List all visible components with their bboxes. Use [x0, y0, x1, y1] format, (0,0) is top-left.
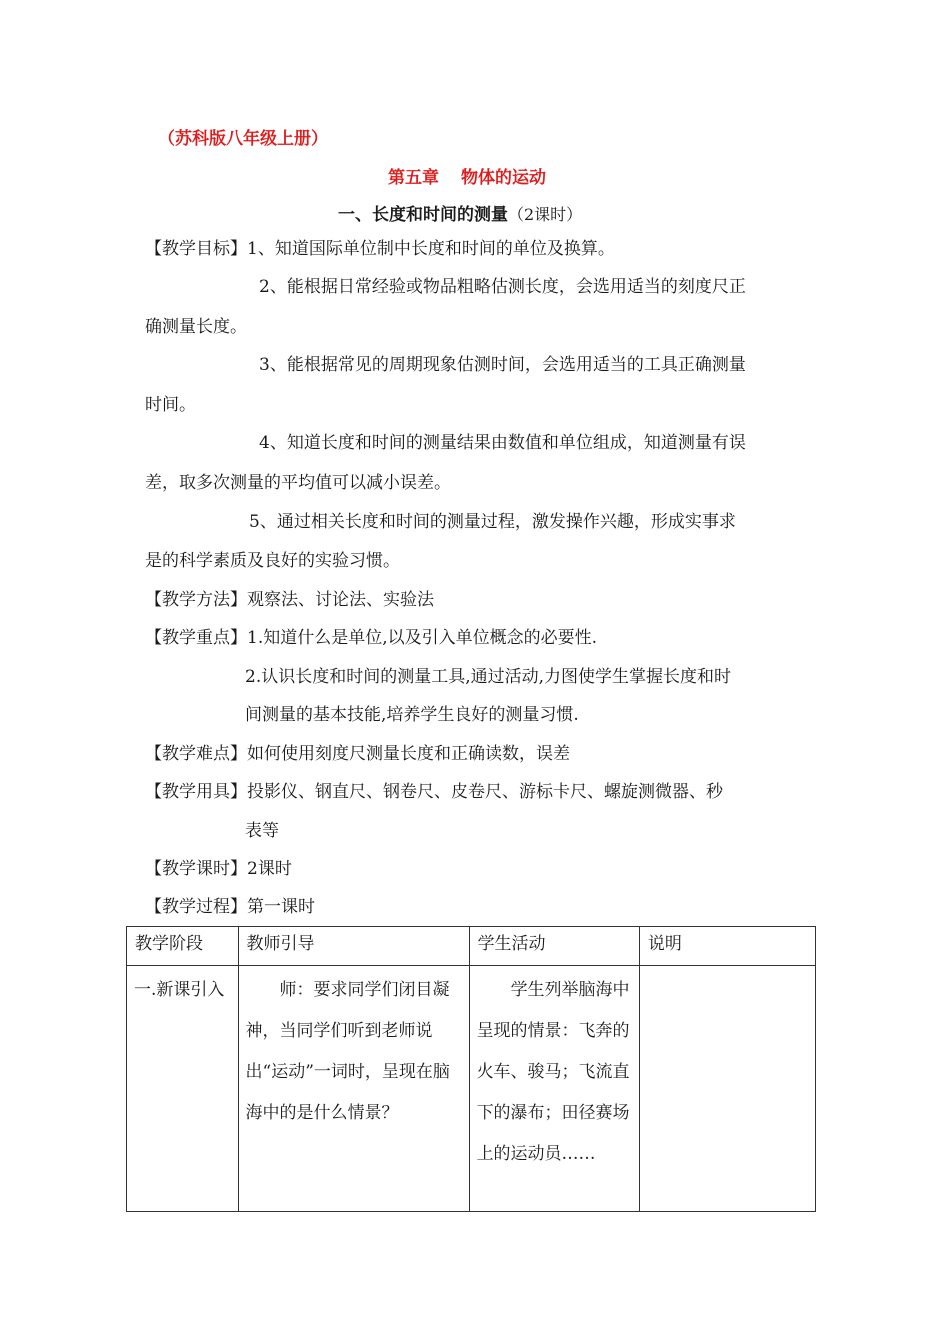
objectives-label: 【教学目标】	[145, 239, 247, 259]
cell-student: 学生列举脑海中呈现的情景：飞奔的火车、骏马；飞流直下的瀑布；田径赛场上的运动员……	[469, 966, 639, 1212]
cell-teacher: 师：要求同学们闭目凝神，当同学们听到老师说出“运动”一词时，呈现在脑海中的是什么情景？	[238, 966, 469, 1212]
periods-label: 【教学课时】	[145, 859, 247, 879]
objectives-line-1	[145, 234, 615, 259]
difficulties-line	[145, 739, 570, 764]
header-note: 说明	[639, 927, 815, 966]
tools-label: 【教学用具】	[145, 782, 247, 802]
objective-5a: 5、通过相关长度和时间的测量过程，激发操作兴趣，形成实事求	[249, 512, 736, 532]
tools-text: 投影仪、钢直尺、钢卷尺、皮卷尺、游标卡尺、螺旋测微器、秒	[247, 782, 723, 802]
edition-label: （苏科版八年级上册）	[158, 129, 328, 149]
keypoint-2b: 间测量的基本技能,培养学生良好的测量习惯.	[245, 705, 579, 725]
header-teacher: 教师引导	[238, 927, 469, 966]
tools-text-cont: 表等	[245, 821, 279, 841]
section-hours: （2课时）	[508, 205, 583, 224]
objective-2a: 2、能根据日常经验或物品粗略估测长度，会选用适当的刻度尺正	[259, 277, 746, 297]
chapter-title: 物体的运动	[461, 168, 546, 188]
methods-text: 观察法、讨论法、实验法	[247, 590, 434, 610]
section-heading	[338, 200, 582, 225]
keypoints-label: 【教学重点】	[145, 628, 247, 648]
cell-stage: 一.新课引入	[127, 966, 239, 1212]
table-header-row	[127, 927, 816, 966]
table-row	[127, 966, 816, 1212]
lesson-table	[126, 926, 816, 1212]
objective-2b: 确测量长度。	[145, 317, 247, 337]
objective-3a: 3、能根据常见的周期现象估测时间，会选用适当的工具正确测量	[259, 355, 746, 375]
methods-label: 【教学方法】	[145, 590, 247, 610]
tools-line	[145, 777, 723, 802]
process-label: 【教学过程】	[145, 897, 247, 917]
chapter-heading	[388, 163, 546, 188]
cell-note	[639, 966, 815, 1212]
header-stage: 教学阶段	[127, 927, 239, 966]
section-title: 一、长度和时间的测量	[338, 205, 508, 225]
objective-1: 1、知道国际单位制中长度和时间的单位及换算。	[247, 239, 615, 259]
difficulties-label: 【教学难点】	[145, 744, 247, 764]
keypoints-line-1	[145, 623, 597, 648]
objective-4a: 4、知道长度和时间的测量结果由数值和单位组成，知道测量有误	[259, 433, 746, 453]
header-student: 学生活动	[469, 927, 639, 966]
objective-4b: 差，取多次测量的平均值可以减小误差。	[145, 473, 451, 493]
periods-text: 2课时	[247, 859, 292, 879]
periods-line	[145, 854, 292, 879]
objective-5b: 是的科学素质及良好的实验习惯。	[145, 551, 400, 571]
objective-3b: 时间。	[145, 395, 196, 415]
chapter-number: 第五章	[388, 168, 439, 188]
process-text: 第一课时	[247, 897, 315, 917]
keypoint-2a: 2.认识长度和时间的测量工具,通过活动,力图使学生掌握长度和时	[245, 667, 732, 687]
keypoint-1: 1.知道什么是单位,以及引入单位概念的必要性.	[247, 628, 598, 648]
process-line	[145, 892, 315, 917]
difficulties-text: 如何使用刻度尺测量长度和正确读数，误差	[247, 744, 570, 764]
methods-line	[145, 585, 434, 610]
